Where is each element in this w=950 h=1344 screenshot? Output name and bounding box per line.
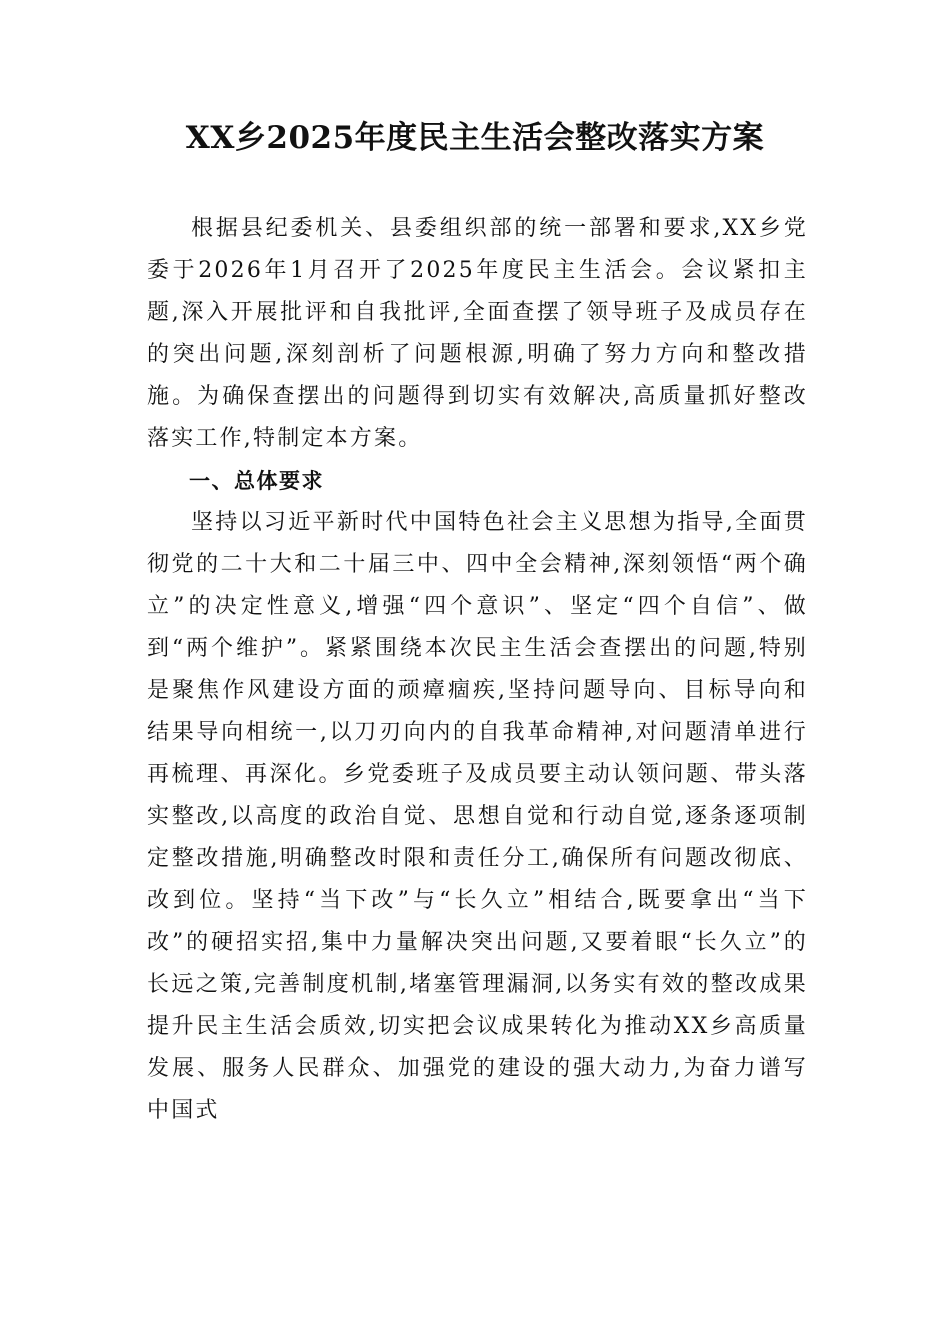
intro-paragraph: 根据县纪委机关、县委组织部的统一部署和要求,XX乡党委于2026年1月召开了2025年度民主生活会。会议紧扣主题,深入开展批评和自我批评,全面查摆了领导班子及成员存在的突出问题,深刻剖析了问题根源,明确了努力方向和整改措施。为确保查摆出的问题得到切实有效解决,高质量抓好整改落实工作,特制定本方案。 — [147, 216, 808, 451]
section-heading-general-requirements: 一、总体要求 — [189, 469, 324, 493]
document-title: XX乡2025年度民主生活会整改落实方案 — [185, 120, 765, 156]
section-paragraph-general-requirements: 坚持以习近平新时代中国特色社会主义思想为指导,全面贯彻党的二十大和二十届三中、四中全会精神,深刻领悟“两个确立”的决定性意义,增强“四个意识”、坚定“四个自信”、做到“两个维护”。紧紧围绕本次民主生活会查摆出的问题,特别是聚焦作风建设方面的顽瘴痼疾,坚持问题导向、目标导向和结果导向相统一,以刀刃向内的自我革命精神,对问题清单进行再梳理、再深化。乡党委班子及成员要主动认领问题、带头落实整改,以高度的政治自觉、思想自觉和行动自觉,逐条逐项制定整改措施,明确整改时限和责任分工,确保所有问题改彻底、改到位。坚持“当下改”与“长久立”相结合,既要拿出“当下改”的硬招实招,集中力量解决突出问题,又要着眼“长久立”的长远之策,完善制度机制,堵塞管理漏洞,以务实有效的整改成果提升民主生活会质效,切实把会议成果转化为推动XX乡高质量发展、服务人民群众、加强党的建设的强大动力,为奋力谱写中国式 — [147, 510, 808, 1123]
document-body — [147, 208, 808, 1132]
